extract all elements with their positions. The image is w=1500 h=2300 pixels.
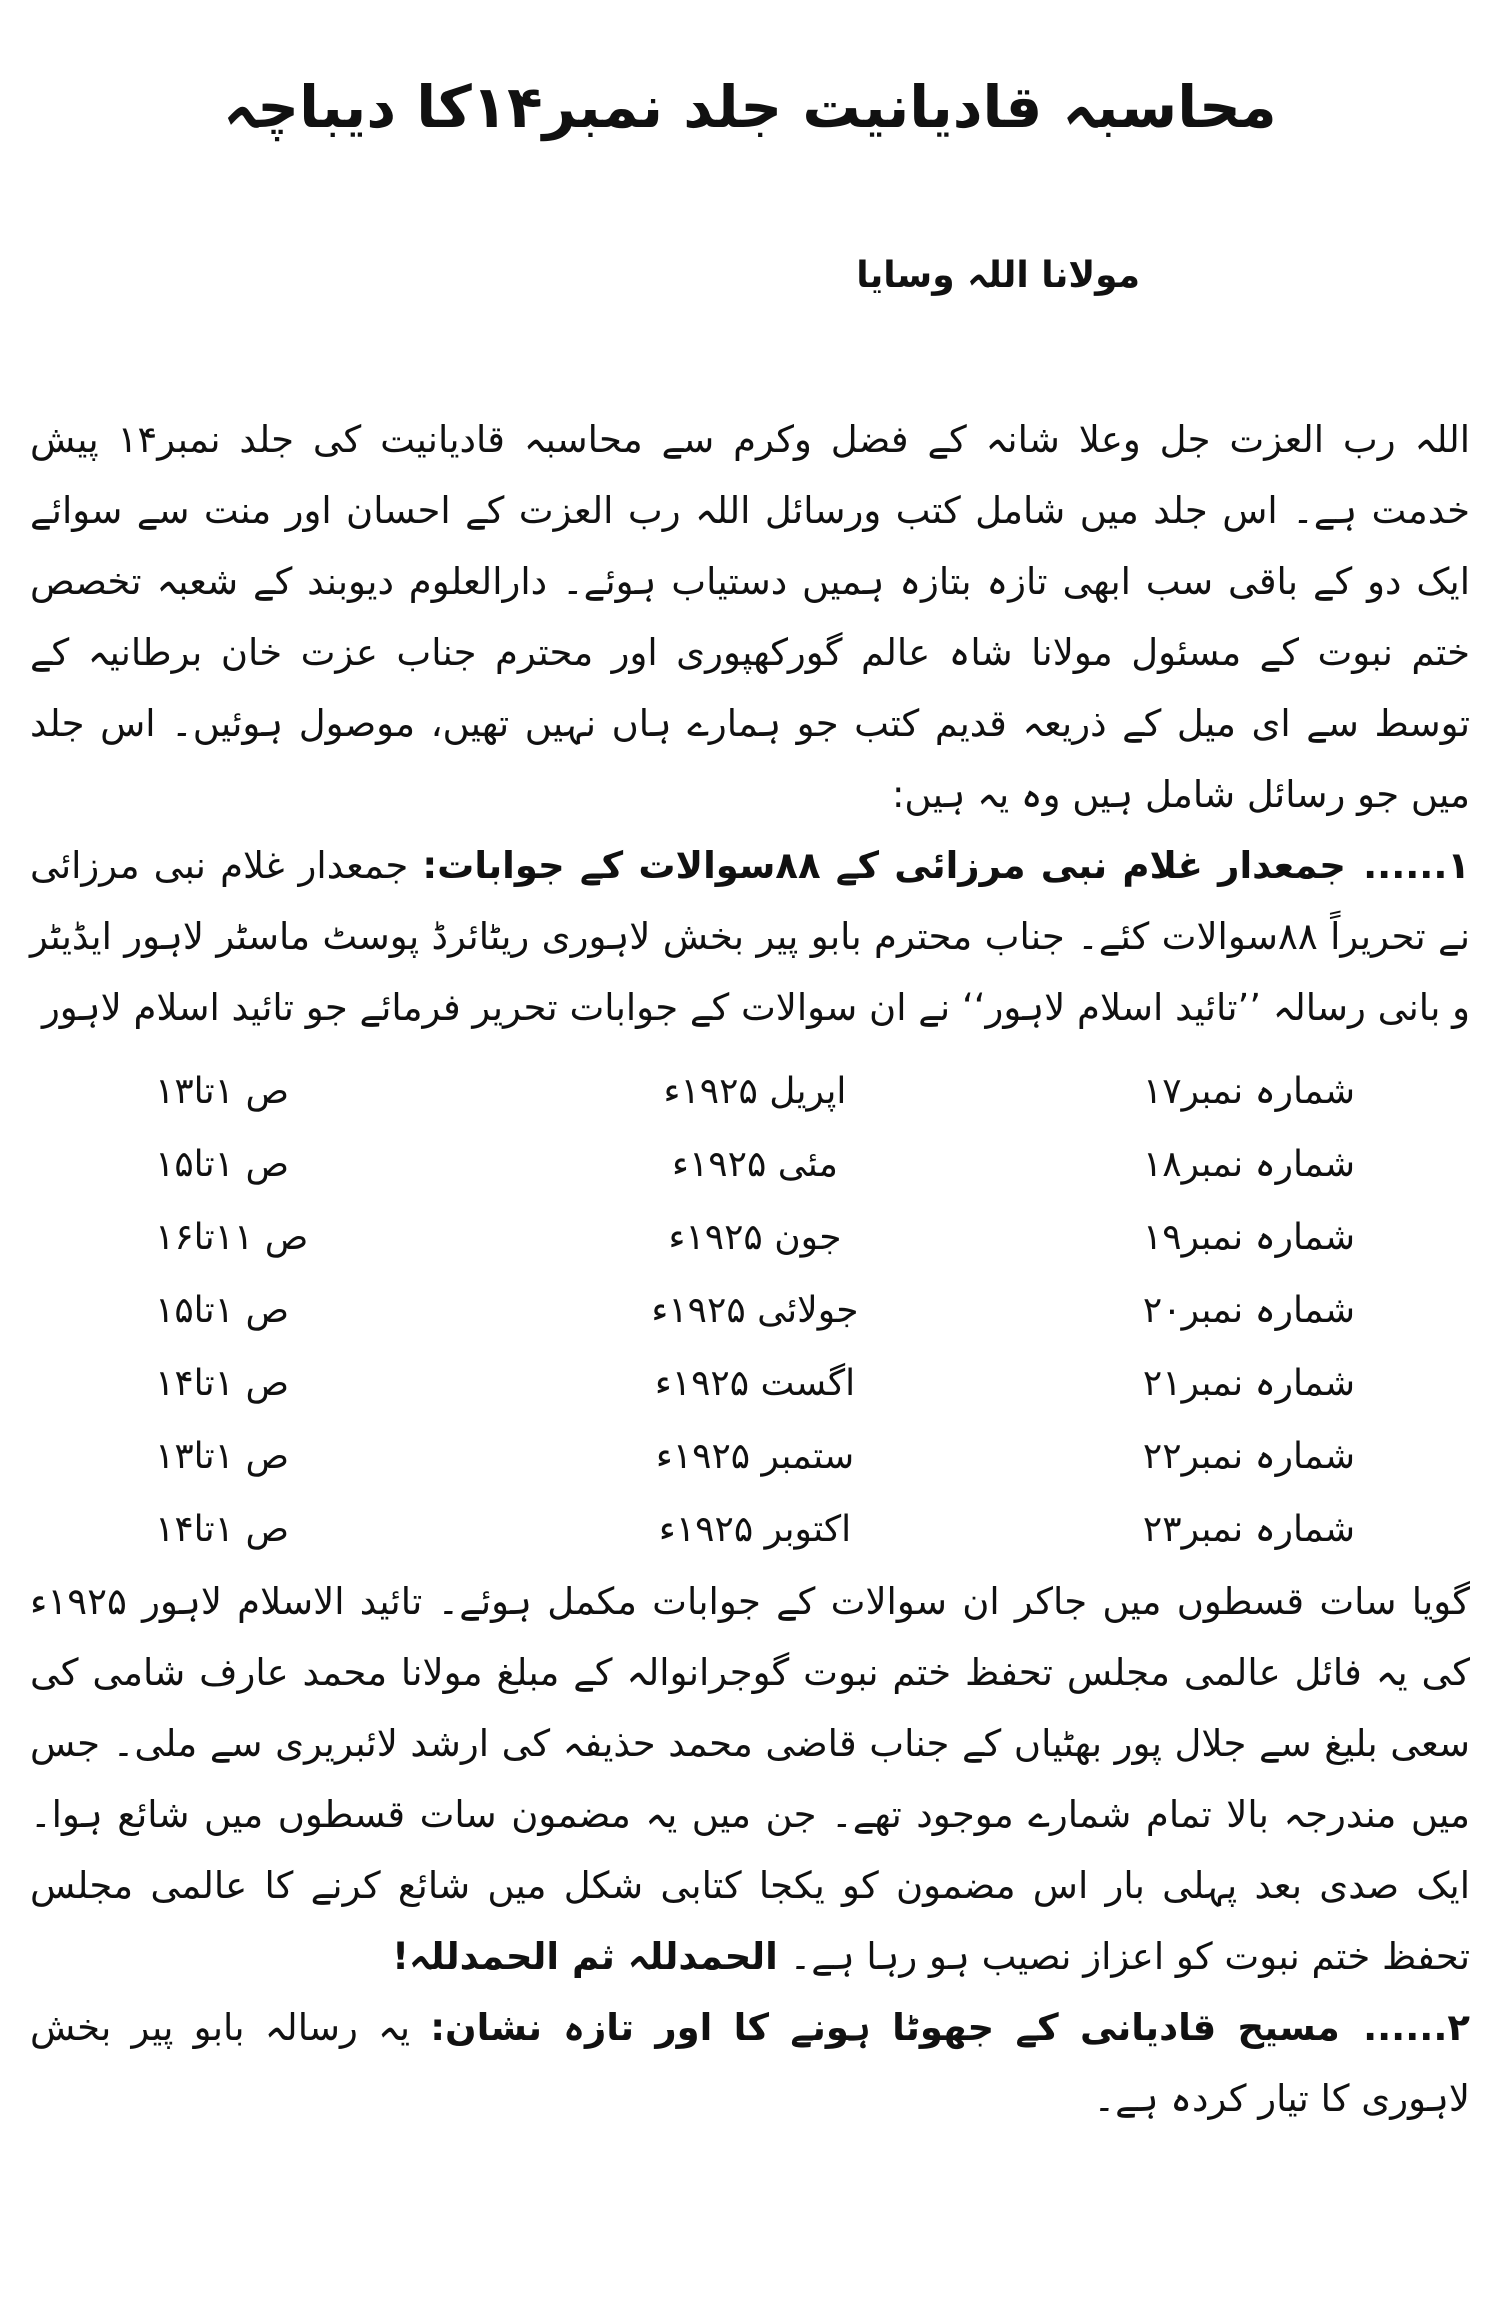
issues-table <box>135 1055 1355 1566</box>
issue-cell: شمارہ نمبر۱۷ <box>1142 1071 1355 1113</box>
pages-cell: ص ۱تا۱۳ <box>155 1071 289 1113</box>
pages-cell: ص ۱تا۱۵ <box>155 1290 289 1332</box>
item-text: یہ رسالہ بابو پیر بخش لاہوری کا تیار کردہ ہے۔ <box>30 2006 1470 2121</box>
pages-cell: ص ۱تا۱۵ <box>155 1144 289 1186</box>
page-title: محاسبہ قادیانیت جلد نمبر۱۴کا دیباچہ <box>223 73 1277 141</box>
author-name: مولانا اللہ وسایا <box>856 255 1140 297</box>
item-heading: مسیح قادیانی کے جھوٹا ہونے کا اور تازہ نشان: <box>430 2006 1340 2050</box>
list-item-1 <box>30 830 1470 1043</box>
issue-cell: شمارہ نمبر۲۱ <box>1142 1363 1355 1405</box>
closing-paragraph <box>30 1566 1470 1992</box>
month-cell: اگست ۱۹۲۵ء <box>654 1363 856 1405</box>
month-cell: اپریل ۱۹۲۵ء <box>663 1071 847 1113</box>
hamd-text: الحمدللہ ثم الحمدللہ! <box>392 1935 778 1979</box>
table-row <box>135 1055 1355 1128</box>
issue-cell: شمارہ نمبر۲۲ <box>1142 1436 1355 1478</box>
item-number: ۱...... <box>1363 844 1471 888</box>
month-cell: جون ۱۹۲۵ء <box>668 1217 842 1259</box>
item-text: جمعدار غلام نبی مرزائی نے تحریراً ۸۸سوالات کئے۔ جناب محترم بابو پیر بخش لاہوری ریٹائرڈ پوسٹ ماسٹر لاہور ایڈیٹر و بانی رسالہ ’’تائید اسلام لاہور‘‘ نے ان سوالات کے جوابات تحریر فرمائے جو تائید اسلام لاہور <box>30 844 1470 1030</box>
pages-cell: ص ۱تا۱۴ <box>155 1363 289 1405</box>
table-row <box>135 1128 1355 1201</box>
table-row <box>135 1274 1355 1347</box>
month-cell: جولائی ۱۹۲۵ء <box>651 1290 859 1332</box>
issue-cell: شمارہ نمبر۲۳ <box>1142 1509 1355 1551</box>
month-cell: مئی ۱۹۲۵ء <box>672 1144 838 1186</box>
pages-cell: ص ۱۱تا۱۶ <box>155 1217 309 1259</box>
table-row <box>135 1420 1355 1493</box>
item-number: ۲...... <box>1363 2006 1470 2050</box>
table-row <box>135 1347 1355 1420</box>
table-row <box>135 1201 1355 1274</box>
pages-cell: ص ۱تا۱۴ <box>155 1509 289 1551</box>
intro-paragraph: اللہ رب العزت جل وعلا شانہ کے فضل وکرم سے محاسبہ قادیانیت کی جلد نمبر۱۴ پیش خدمت ہے۔ اس جلد میں شامل کتب ورسائل اللہ رب العزت کے احسان اور منت سے سوائے ایک دو کے باقی سب ابھی تازہ بتازہ ہمیں دستیاب ہوئے۔ دارالعلوم دیوبند کے شعبہ تخصص ختم نبوت کے مسئول مولانا شاہ عالم گورکھپوری اور محترم جناب عزت خان برطانیہ کے توسط سے ای میل کے ذریعہ قدیم کتب جو ہمارے ہاں نہیں تھیں، موصول ہوئیں۔ اس جلد میں جو رسائل شامل ہیں وہ یہ ہیں: <box>30 418 1470 817</box>
issue-cell: شمارہ نمبر۲۰ <box>1142 1290 1355 1332</box>
month-cell: ستمبر ۱۹۲۵ء <box>655 1436 855 1478</box>
month-cell: اکتوبر ۱۹۲۵ء <box>658 1509 852 1551</box>
closing-text: گویا سات قسطوں میں جاکر ان سوالات کے جوابات مکمل ہوئے۔ تائید الاسلام لاہور ۱۹۲۵ء کی یہ فائل عالمی مجلس تحفظ ختم نبوت گوجرانوالہ کے مبلغ مولانا محمد عارف شامی کی سعی بلیغ سے جلال پور بھٹیاں کے جناب قاضی محمد حذیفہ کی ارشد لائبریری سے ملی۔ جس میں مندرجہ بالا تمام شمارے موجود تھے۔ جن میں یہ مضمون سات قسطوں میں شائع ہوا۔ ایک صدی بعد پہلی بار اس مضمون کو یکجا کتابی شکل میں شائع کرنے کا عالمی مجلس تحفظ ختم نبوت کو اعزاز نصیب ہو رہا ہے۔ <box>30 1580 1470 1979</box>
table-row <box>135 1493 1355 1566</box>
issue-cell: شمارہ نمبر۱۹ <box>1142 1217 1355 1259</box>
pages-cell: ص ۱تا۱۳ <box>155 1436 289 1478</box>
item-heading: جمعدار غلام نبی مرزائی کے ۸۸سوالات کے جوابات: <box>422 844 1346 888</box>
list-item-2 <box>30 1992 1470 2134</box>
issue-cell: شمارہ نمبر۱۸ <box>1142 1144 1355 1186</box>
